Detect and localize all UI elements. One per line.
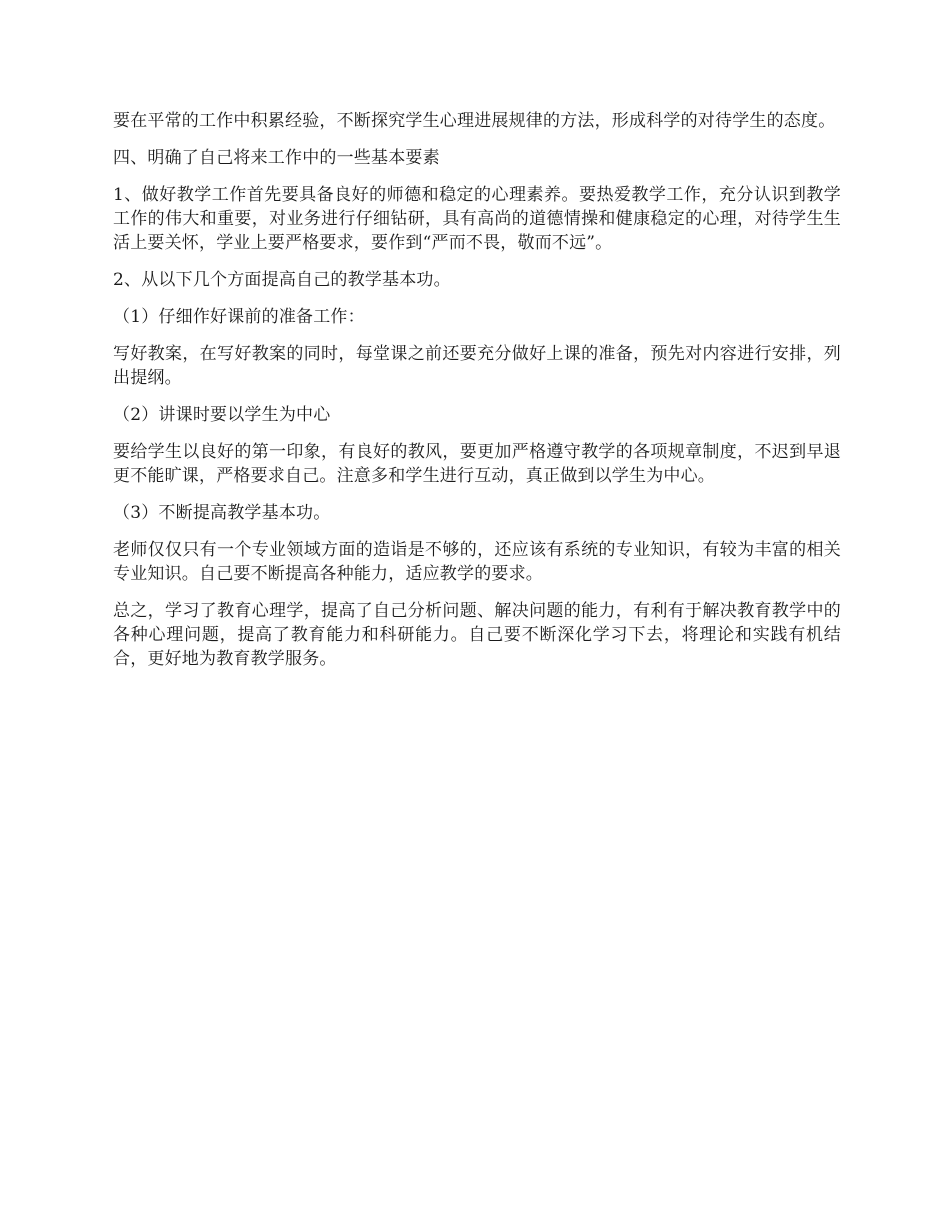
paragraph-basic-skills: 老师仅仅只有一个专业领域方面的造诣是不够的，还应该有系统的专业知识，有较为丰富的相关专业知识。自己要不断提高各种能力，适应教学的要求。 xyxy=(113,540,841,584)
section-heading-4: 四、明确了自己将来工作中的一些基本要素 xyxy=(113,148,440,168)
document-body xyxy=(113,109,841,684)
paragraph-item-1: 1、做好教学工作首先要具备良好的师德和稳定的心理素养。要热爱教学工作，充分认识到教学工作的伟大和重要，对业务进行仔细钻研，具有高尚的道德情操和健康稳定的心理，对待学生生活上要关怀，学业上要严格要求，要作到“严而不畏，敬而不远”。 xyxy=(113,185,841,253)
subheading-3: （3）不断提高教学基本功。 xyxy=(113,503,331,523)
subheading-2: （2）讲课时要以学生为中心 xyxy=(113,405,331,425)
subheading-1: （1）仔细作好课前的准备工作： xyxy=(113,307,365,327)
paragraph-continuation: 要在平常的工作中积累经验，不断探究学生心理进展规律的方法，形成科学的对待学生的态度。 xyxy=(113,111,836,131)
paragraph-lesson-prep: 写好教案，在写好教案的同时，每堂课之前还要充分做好上课的准备，预先对内容进行安排，列出提纲。 xyxy=(113,344,841,388)
paragraph-student-centered: 要给学生以良好的第一印象，有良好的教风，要更加严格遵守教学的各项规章制度，不迟到早退更不能旷课，严格要求自己。注意多和学生进行互动，真正做到以学生为中心。 xyxy=(113,442,841,486)
paragraph-item-2: 2、从以下几个方面提高自己的教学基本功。 xyxy=(113,270,451,290)
paragraph-conclusion: 总之，学习了教育心理学，提高了自己分析问题、解决问题的能力，有利有于解决教育教学中的各种心理问题，提高了教育能力和科研能力。自己要不断深化学习下去，将理论和实践有机结合，更好地为教育教学服务。 xyxy=(113,601,841,669)
